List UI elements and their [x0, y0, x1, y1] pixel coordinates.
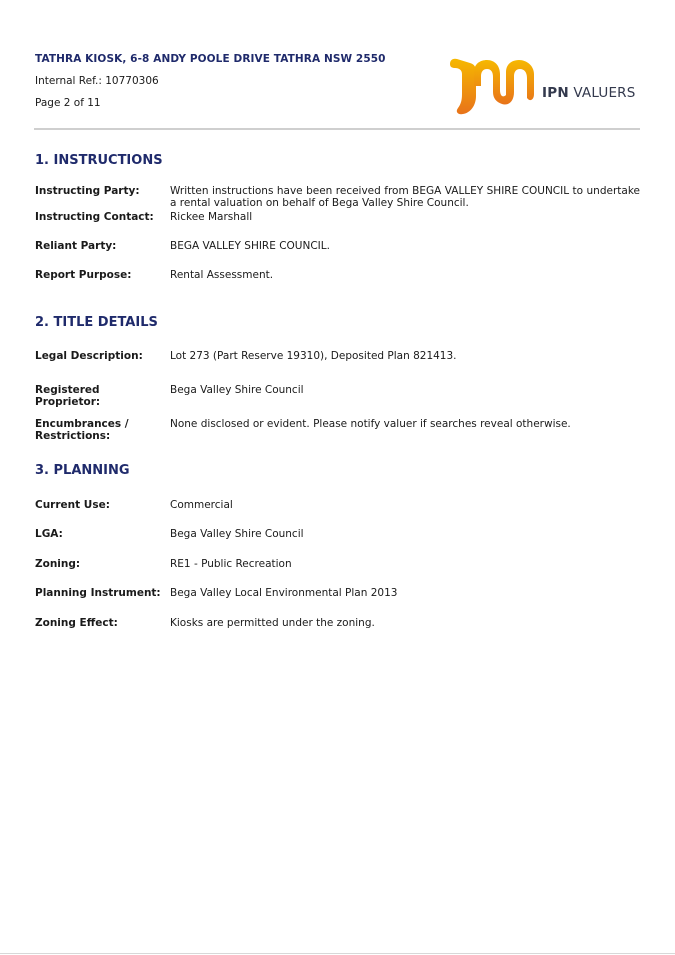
instructing-party-label: Instructing Party:	[35, 185, 140, 197]
current-use-value: Commercial	[170, 499, 233, 511]
logo-brand-bold: IPN	[542, 85, 569, 101]
section-heading-title-details: 2. TITLE DETAILS	[35, 315, 158, 330]
planning-instrument-value: Bega Valley Local Environmental Plan 2013	[170, 587, 398, 599]
current-use-label: Current Use:	[35, 499, 110, 511]
lga-value: Bega Valley Shire Council	[170, 528, 304, 540]
registered-proprietor-value: Bega Valley Shire Council	[170, 384, 304, 396]
logo-wordmark	[542, 85, 636, 101]
lga-label: LGA:	[35, 528, 63, 540]
report-header-title: TATHRA KIOSK, 6-8 ANDY POOLE DRIVE TATHRA NSW 2550	[35, 53, 386, 65]
legal-description-value: Lot 273 (Part Reserve 19310), Deposited Plan 821413.	[170, 350, 457, 362]
instructing-contact-label: Instructing Contact:	[35, 211, 154, 223]
zoning-effect-value: Kiosks are permitted under the zoning.	[170, 617, 375, 629]
encumbrances-label: Encumbrances / Restrictions:	[35, 418, 129, 442]
report-purpose-value: Rental Assessment.	[170, 269, 274, 281]
legal-description-label: Legal Description:	[35, 350, 143, 362]
instructing-contact-value: Rickee Marshall	[170, 211, 253, 223]
encumbrances-value: None disclosed or evident. Please notify valuer if searches reveal otherwise.	[170, 418, 571, 430]
report-purpose-label: Report Purpose:	[35, 269, 132, 281]
page-bottom-edge	[0, 953, 675, 954]
ipn-logo-icon	[450, 58, 540, 118]
page-number: Page 2 of 11	[35, 97, 101, 109]
planning-instrument-label: Planning Instrument:	[35, 587, 161, 599]
instructing-party-value: Written instructions have been received from BEGA VALLEY SHIRE COUNCIL to undertake a rental valuation on behalf of Bega Valley Shire Council.	[170, 185, 640, 209]
zoning-label: Zoning:	[35, 558, 81, 570]
registered-proprietor-label: Registered Proprietor:	[35, 384, 101, 408]
zoning-effect-label: Zoning Effect:	[35, 617, 118, 629]
ipn-valuers-logo	[450, 58, 640, 118]
logo-brand-rest: VALUERS	[568, 85, 636, 101]
zoning-value: RE1 - Public Recreation	[170, 558, 292, 570]
reliant-party-value: BEGA VALLEY SHIRE COUNCIL.	[170, 240, 330, 252]
internal-reference: Internal Ref.: 10770306	[35, 75, 159, 87]
header-divider	[34, 128, 640, 130]
reliant-party-label: Reliant Party:	[35, 240, 117, 252]
section-heading-planning: 3. PLANNING	[35, 463, 130, 478]
section-heading-instructions: 1. INSTRUCTIONS	[35, 153, 163, 168]
